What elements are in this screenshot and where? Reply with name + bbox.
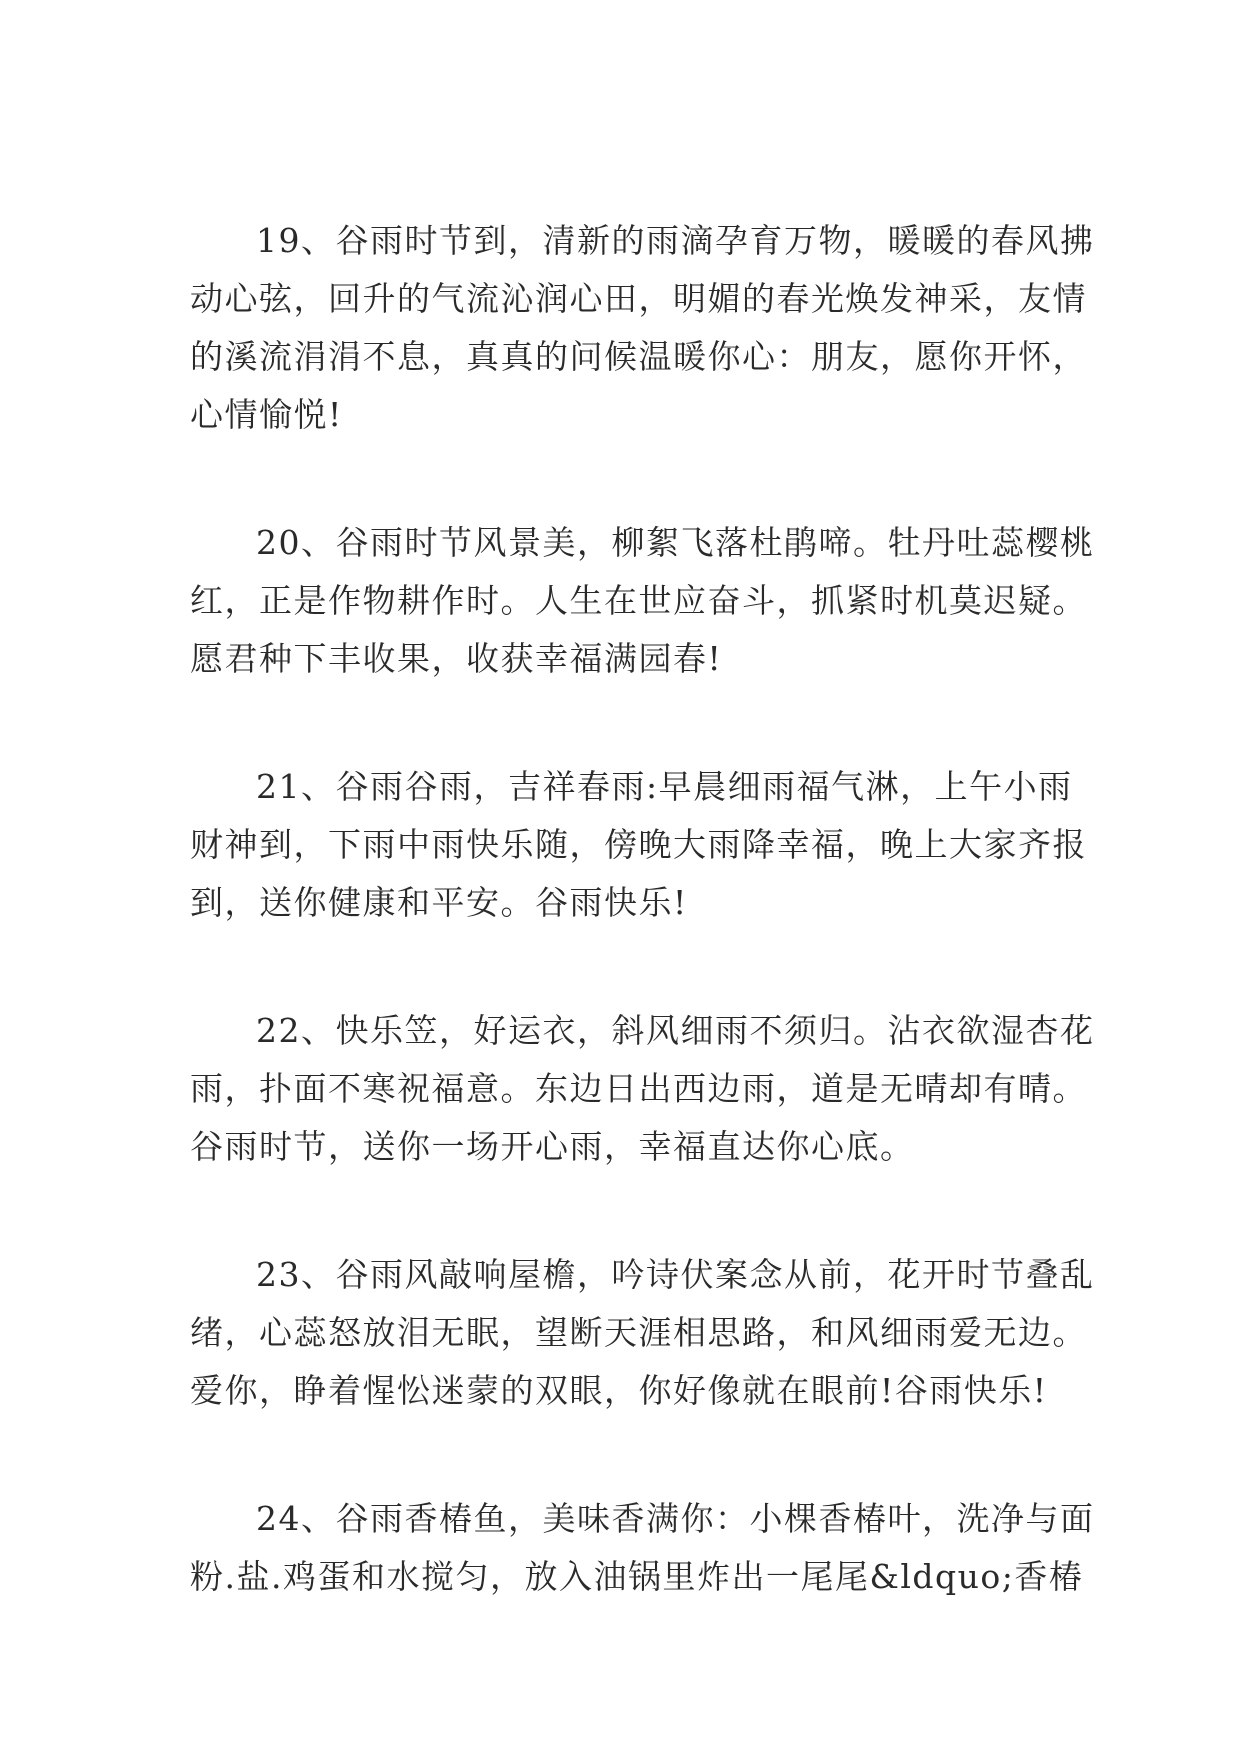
paragraph-line: 红，正是作物耕作时。人生在世应奋斗，抓紧时机莫迟疑。 (190, 581, 1087, 620)
paragraph-line: 20、谷雨时节风景美，柳絮飞落杜鹃啼。牡丹吐蕊樱桃 (256, 523, 1095, 562)
paragraph-21 (190, 758, 1087, 932)
paragraph-23 (190, 1246, 1095, 1420)
document-body (190, 212, 1095, 1676)
paragraph-line: 到，送你健康和平安。谷雨快乐! (190, 883, 688, 922)
paragraph-line: 爱你，睁着惺忪迷蒙的双眼，你好像就在眼前!谷雨快乐! (190, 1371, 1048, 1410)
paragraph-line: 财神到，下雨中雨快乐随，傍晚大雨降幸福，晚上大家齐报 (190, 825, 1087, 864)
paragraph-line: 谷雨时节，送你一场开心雨，幸福直达你心底。 (190, 1127, 915, 1166)
paragraph-19 (190, 212, 1095, 444)
paragraph-line: 22、快乐笠，好运衣，斜风细雨不须归。沾衣欲湿杏花 (256, 1011, 1095, 1050)
paragraph-line: 绪，心蕊怒放泪无眠，望断天涯相思路，和风细雨爱无边。 (190, 1313, 1087, 1352)
paragraph-line: 的溪流涓涓不息，真真的问候温暖你心：朋友，愿你开怀， (190, 337, 1087, 376)
paragraph-20 (190, 514, 1095, 688)
paragraph-line: 动心弦，回升的气流沁润心田，明媚的春光焕发神采，友情 (190, 279, 1087, 318)
paragraph-line: 24、谷雨香椿鱼，美味香满你：小棵香椿叶，洗净与面 (256, 1499, 1095, 1538)
paragraph-line: 23、谷雨风敲响屋檐，吟诗伏案念从前，花开时节叠乱 (256, 1255, 1095, 1294)
paragraph-line: 粉.盐.鸡蛋和水搅匀，放入油锅里炸出一尾尾&ldquo;香椿 (190, 1557, 1084, 1596)
paragraph-line: 雨，扑面不寒祝福意。东边日出西边雨，道是无晴却有晴。 (190, 1069, 1087, 1108)
paragraph-line: 愿君种下丰收果，收获幸福满园春! (190, 639, 723, 678)
paragraph-line: 21、谷雨谷雨，吉祥春雨:早晨细雨福气淋，上午小雨 (256, 767, 1073, 806)
paragraph-line: 19、谷雨时节到，清新的雨滴孕育万物，暖暖的春风拂 (256, 221, 1095, 260)
paragraph-line: 心情愉悦! (190, 395, 343, 434)
paragraph-24 (190, 1490, 1095, 1606)
paragraph-22 (190, 1002, 1095, 1176)
